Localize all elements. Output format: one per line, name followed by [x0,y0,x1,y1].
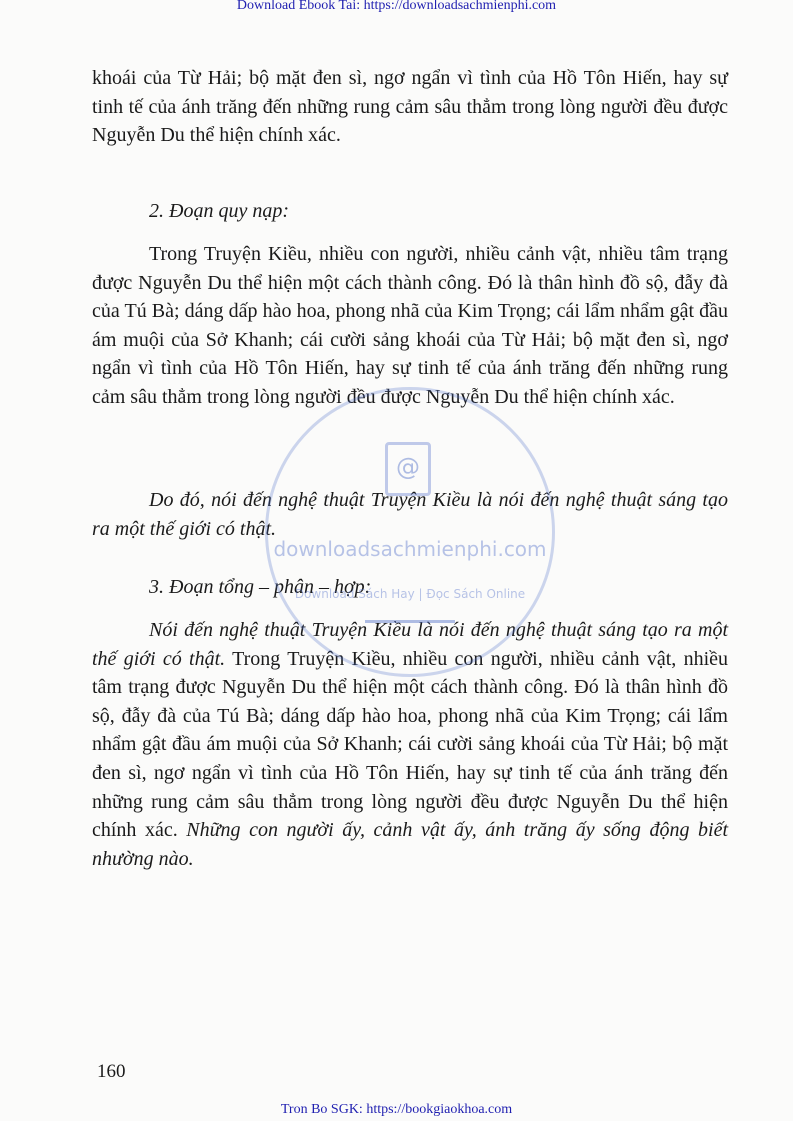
document-at-icon: @ [385,442,431,496]
paragraph-4-topic-sentence: Nói đến nghệ thuật Truyện Kiều là nói đến nghệ thuật sáng tạo ra một thế giới có thật. [92,619,728,670]
paragraph-1: khoái của Từ Hải; bộ mặt đen sì, ngơ ngẩn vì tình của Hồ Tôn Hiến, hay sự tinh tế của ánh trăng đến những rung cảm sâu thẳm trong lòng người đều được Nguyễn Du thể hiện chính xác. [92,67,728,147]
paragraph-4 [92,616,728,873]
paragraph-3-conclusion: Do đó, nói đến nghệ thuật Truyện Kiều là nói đến nghệ thuật sáng tạo ra một thế giới có thật. [92,489,728,540]
paragraph-4-body: Trong Truyện Kiều, nhiều con người, nhiều cảnh vật, nhiều tâm trạng được Nguyễn Du thể hiện một cách thành công. Đó là thân hình đồ sộ, đẫy đà của Tú Bà; dáng dấp hào hoa, phong nhã của Kim Trọng; cái lẩm nhẩm gật đầu ám muội của Sở Khanh; cái cười sảng khoái của Từ Hải; bộ mặt đen sì, ngơ ngẩn vì tình của Hồ Tôn Hiến, hay sự tinh tế của ánh trăng đến những rung cảm sâu thẳm trong lòng người đều được Nguyễn Du thể hiện chính xác. [92,647,728,842]
paragraph-4-closing-sentence: Những con người ấy, cảnh vật ấy, ánh trăng ấy sống động biết nhường nào. [92,819,728,870]
paragraph-2: Trong Truyện Kiều, nhiều con người, nhiều cảnh vật, nhiều tâm trạng được Nguyễn Du thể hiện một cách thành công. Đó là thân hình đồ sộ, đẫy đà của Tú Bà; dáng dấp hào hoa, phong nhã của Kim Trọng; cái lẩm nhẩm gật đầu ám muội của Sở Khanh; cái cười sảng khoái của Từ Hải; bộ mặt đen sì, ngơ ngẩn vì tình của Hồ Tôn Hiến, hay sự tinh tế của ánh trăng đến những rung cảm sâu thẳm trong lòng người đều được Nguyễn Du thể hiện chính xác. [92,243,728,408]
header-download-link[interactable]: Download Ebook Tai: https://downloadsachmienphi.com [236,0,557,13]
section-heading-2: 2. Đoạn quy nạp: [149,200,289,222]
page-number: 160 [97,1061,126,1082]
watermark-tagline: Download Sách Hay | Đọc Sách Online [294,587,526,601]
section-heading-3: 3. Đoạn tổng – phân – hợp: [149,576,372,598]
watermark-domain: downloadsachmienphi.com [273,537,547,561]
footer-download-link[interactable]: Tron Bo SGK: https://bookgiaokhoa.com [280,1102,513,1117]
